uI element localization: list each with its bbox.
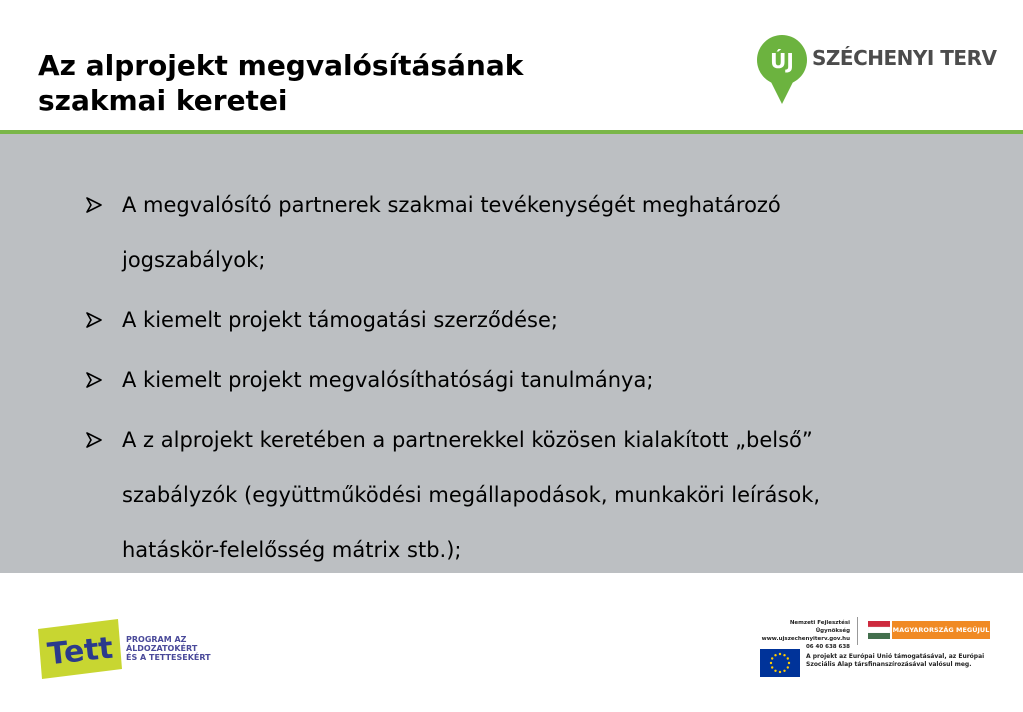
tett-program-text [126,635,211,662]
slide-title [38,48,523,118]
title-line-1: Az alprojekt megvalósításának [38,49,524,82]
tett-line: ÉS A TETTESEKÉRT [126,653,211,662]
nfu-contact [760,619,850,651]
logo-text: SZÉCHENYI TERV [812,46,997,70]
szechenyi-terv-logo [756,30,996,110]
eu-line: Szociális Alap társfinanszírozásával valósul meg. [806,661,972,668]
arrow-bullet-icon [86,196,102,214]
bullet-list [86,178,946,583]
tett-logo-text: Tett [45,630,115,673]
nfu-line: www.ujszechenyiterv.gov.hu [761,636,850,642]
title-line-2: szakmai keretei [38,84,288,117]
bullet-line: szabályzók (együttműködési megállapodások, munkaköri leírások, [122,483,821,507]
arrow-bullet-icon [86,311,102,329]
eu-flag-icon [760,649,800,677]
bullet-line: jogszabályok; [122,248,266,272]
list-item [86,293,946,348]
bullet-line: A kiemelt projekt megvalósíthatósági tanulmánya; [122,368,654,392]
magyarorszag-megujul-badge: MAGYARORSZÁG MEGÚJUL [892,621,990,639]
bullet-line: A megvalósító partnerek szakmai tevékenységét meghatározó [122,193,781,217]
arrow-bullet-icon [86,371,102,389]
eu-line: A projekt az Európai Unió támogatásával, az Európai [806,653,985,660]
nfu-line: 06 40 638 638 [805,644,850,650]
tett-line: PROGRAM AZ [126,635,187,644]
list-item [86,353,946,408]
bullet-line: A kiemelt projekt támogatási szerződése; [122,308,558,332]
footer-divider [857,617,858,645]
bullet-line: hatáskör-felelősség mátrix stb.); [122,538,462,562]
logo-pin-tip [770,80,794,104]
content-area [0,134,1023,573]
list-item [86,413,946,578]
hungary-flag-icon [868,621,890,639]
tett-logo [38,619,122,679]
nfu-line: Nemzeti Fejlesztési Ügynökség [789,620,850,634]
bullet-line: A z alprojekt keretében a partnerekkel közösen kialakított „belső” [122,428,813,452]
list-item [86,178,946,288]
arrow-bullet-icon [86,431,102,449]
slide-footer [0,573,1023,712]
logo-badge-text: ÚJ [770,49,794,73]
eu-funding-text [806,653,984,669]
tett-line: ÁLDOZATOKÉRT [126,644,198,653]
slide-header [0,0,1023,130]
